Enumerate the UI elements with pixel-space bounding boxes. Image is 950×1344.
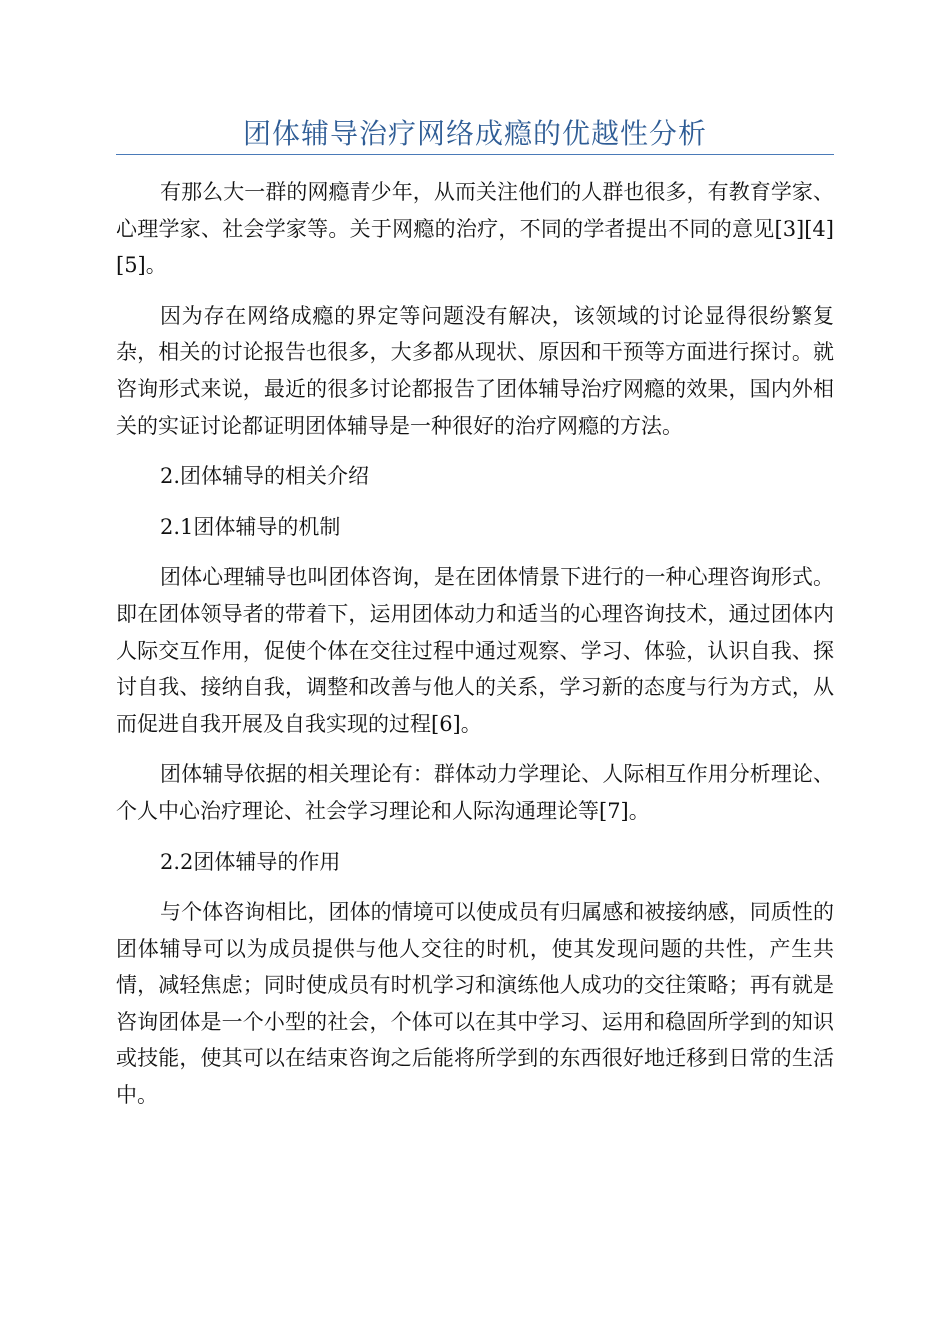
paragraph-theories: 团体辅导依据的相关理论有：群体动力学理论、人际相互作用分析理论、个人中心治疗理论、社会学习理论和人际沟通理论等[7]。 xyxy=(116,762,834,823)
document-title: 团体辅导治疗网络成瘾的优越性分析 xyxy=(242,117,707,150)
document-body xyxy=(116,174,834,1128)
section-heading-2-1: 2.1团体辅导的机制 xyxy=(160,514,341,539)
paragraph-intro: 有那么大一群的网瘾青少年，从而关注他们的人群也很多，有教育学家、心理学家、社会学家等。关于网瘾的治疗，不同的学者提出不同的意见[3][4][5]。 xyxy=(116,180,834,278)
title-underline xyxy=(116,154,834,155)
section-heading-2-2: 2.2团体辅导的作用 xyxy=(160,849,341,874)
section-heading-2: 2.团体辅导的相关介绍 xyxy=(160,464,370,489)
paragraph-effects: 与个体咨询相比，团体的情境可以使成员有归属感和被接纳感，同质性的团体辅导可以为成员提供与他人交往的时机，使其发现问题的共性，产生共情，减轻焦虑；同时使成员有时机学习和演练他人成功的交往策略；再有就是咨询团体是一个小型的社会，个体可以在其中学习、运用和稳固所学到的知识或技能，使其可以在结束咨询之后能将所学到的东西很好地迁移到日常的生活中。 xyxy=(116,900,834,1108)
paragraph-background: 因为存在网络成瘾的界定等问题没有解决，该领域的讨论显得很纷繁复杂，相关的讨论报告也很多，大多都从现状、原因和干预等方面进行探讨。就咨询形式来说，最近的很多讨论都报告了团体辅导治疗网瘾的效果，国内外相关的实证讨论都证明团体辅导是一种很好的治疗网瘾的方法。 xyxy=(116,303,834,438)
paragraph-mechanism: 团体心理辅导也叫团体咨询，是在团体情景下进行的一种心理咨询形式。即在团体领导者的带着下，运用团体动力和适当的心理咨询技术，通过团体内人际交互作用，促使个体在交往过程中通过观察、学习、体验，认识自我、探讨自我、接纳自我，调整和改善与他人的关系，学习新的态度与行为方式，从而促进自我开展及自我实现的过程[6]。 xyxy=(116,565,834,736)
